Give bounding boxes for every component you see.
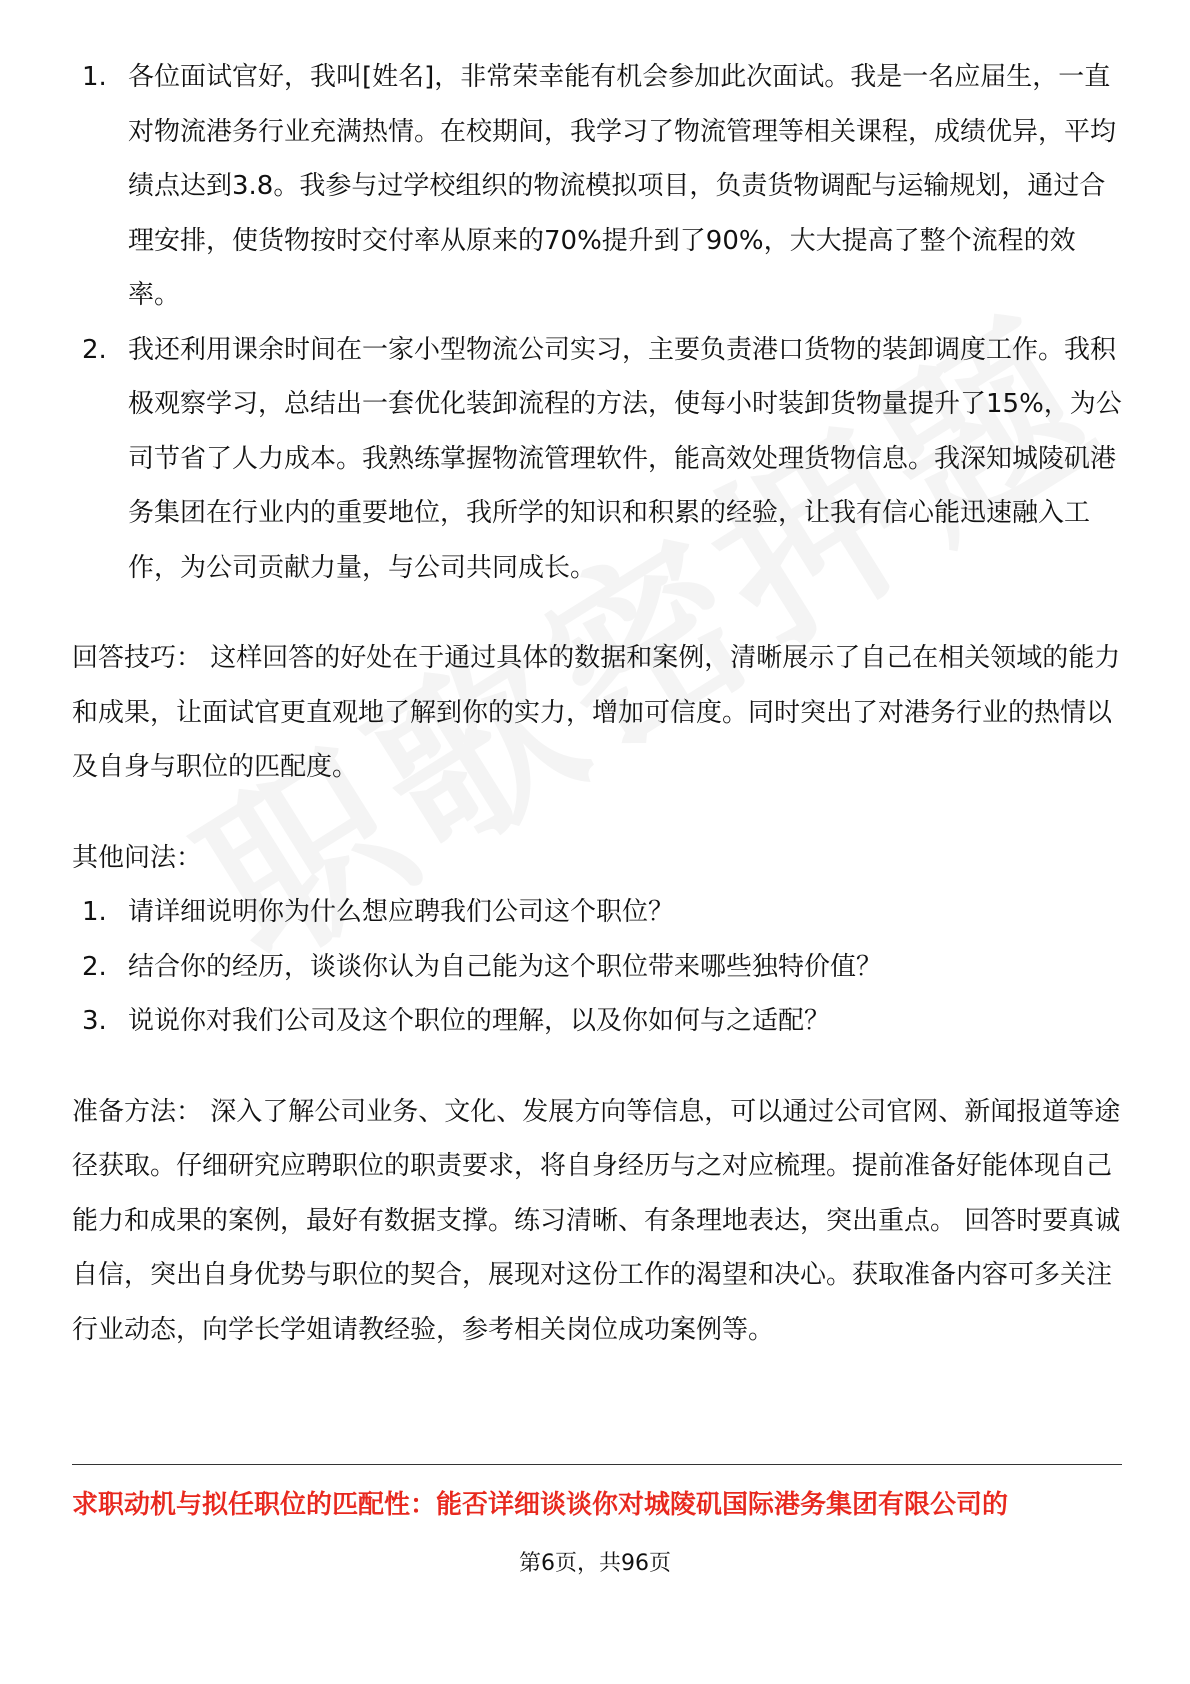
sample-answer-list [72, 50, 1122, 595]
list-number: 3. [82, 1006, 107, 1036]
list-number: 2. [82, 951, 107, 982]
list-item [72, 323, 1122, 596]
list-item [72, 50, 1122, 323]
other-questions-list [72, 885, 1122, 1049]
list-number: 1. [82, 62, 107, 92]
preparation-method: 准备方法： 深入了解公司业务、文化、发展方向等信息，可以通过公司官网、新闻报道等途径获取。仔细研究应聘职位的职责要求，将自身经历与之对应梳理。提前准备好能体现自己能力和成果的案例，最好有数据支撑。练习清晰、有条理地表达，突出重点。 回答时要真诚自信，突出自身优势与职位的契合，展现对这份工作的渴望和决心。获取准备内容可多关注行业动态，向学长学姐请教经验，参考相关岗位成功案例等。 [72, 1096, 1121, 1345]
page-number: 第6页，共96页 [519, 1551, 671, 1576]
list-number: 1. [82, 897, 107, 927]
list-item-text: 我还利用课余时间在一家小型物流公司实习，主要负责港口货物的装卸调度工作。我积极观察学习，总结出一套优化装卸流程的方法，使每小时装卸货物量提升了15%，为公司节省了人力成本。我熟练掌握物流管理软件，能高效处理货物信息。我深知城陵矶港务集团在行业内的重要地位，我所学的知识和积累的经验，让我有信心能迅速融入工作，为公司贡献力量，与公司共同成长。 [128, 334, 1122, 583]
next-question-title: 求职动机与拟任职位的匹配性：能否详细谈谈你对城陵矶国际港务集团有限公司的 [72, 1490, 1009, 1520]
other-questions-label: 其他问法： [72, 842, 203, 873]
list-item-text: 结合你的经历，谈谈你认为自己能为这个职位带来哪些独特价值？ [128, 951, 883, 982]
answer-tips: 回答技巧： 这样回答的好处在于通过具体的数据和案例，清晰展示了自己在相关领域的能力和成果，让面试官更直观地了解到你的实力，增加可信度。同时突出了对港务行业的热情以及自身与职位的匹配度。 [72, 643, 1121, 782]
list-item-text: 说说你对我们公司及这个职位的理解，以及你如何与之适配？ [128, 1006, 831, 1036]
list-item-text: 请详细说明你为什么想应聘我们公司这个职位？ [128, 897, 675, 927]
section-divider [72, 1464, 1122, 1465]
list-item [72, 994, 1122, 1049]
list-item [72, 885, 1122, 940]
page-content [72, 50, 1122, 1357]
list-number: 2. [82, 334, 107, 365]
list-item-text: 各位面试官好，我叫[姓名]，非常荣幸能有机会参加此次面试。我是一名应届生，一直对物流港务行业充满热情。在校期间，我学习了物流管理等相关课程，成绩优异，平均绩点达到3.8。我参与过学校组织的物流模拟项目，负责货物调配与运输规划，通过合理安排，使货物按时交付率从原来的70%提升到了90%，大大提高了整个流程的效率。 [128, 62, 1117, 310]
list-item [72, 940, 1122, 995]
